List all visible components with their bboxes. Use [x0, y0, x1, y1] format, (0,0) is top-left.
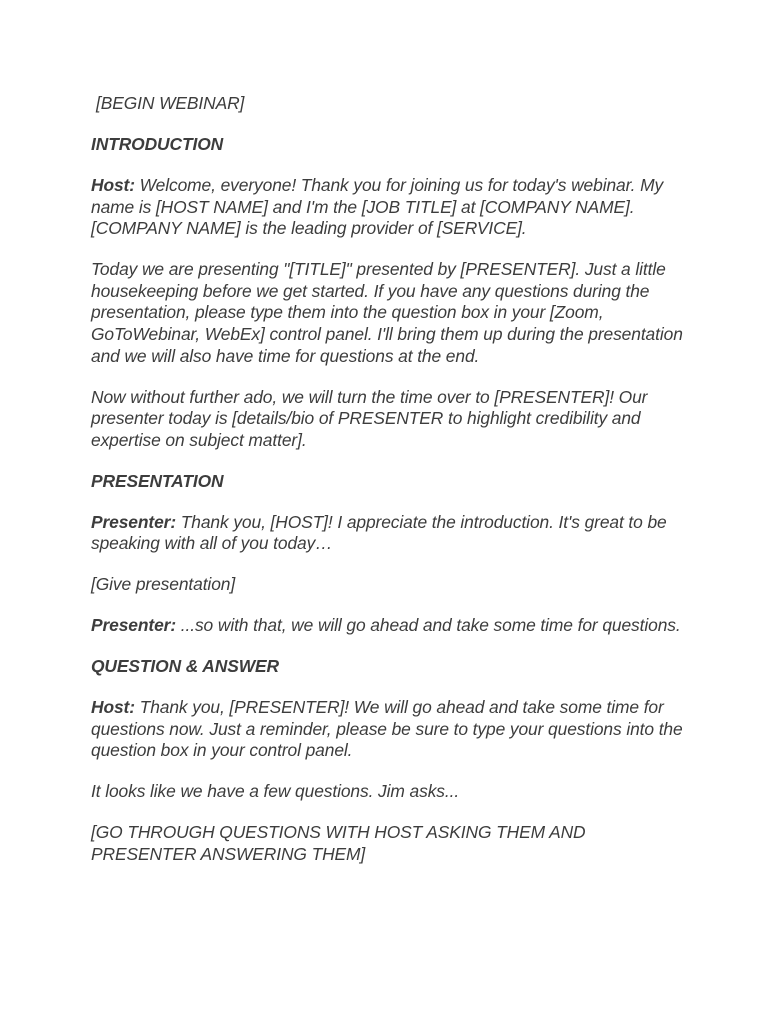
begin-webinar-marker: [BEGIN WEBINAR] [96, 93, 245, 113]
host-label: Host: [91, 174, 135, 195]
intro-host-text: Welcome, everyone! Thank you for joining us for today's webinar. My name is [HOST NAME] and I'm the [JOB TITLE] at [COMPANY NAME]. [COMPANY NAME] is the leading provider of [SERVICE]. [91, 174, 664, 239]
go-through-questions-note: [GO THROUGH QUESTIONS WITH HOST ASKING THEM AND PRESENTER ANSWERING THEM] [91, 822, 586, 864]
document-page [91, 93, 691, 885]
presenter-label: Presenter: [91, 615, 177, 636]
presenter-label: Presenter: [91, 511, 177, 532]
give-presentation-note: [Give presentation] [91, 574, 236, 595]
presenter-opening-paragraph [91, 512, 691, 555]
intro-host-paragraph [91, 175, 691, 240]
presenter-closing-paragraph [91, 615, 691, 637]
presentation-heading: PRESENTATION [91, 470, 224, 491]
qa-host-paragraph [91, 697, 691, 762]
qa-host-text: Thank you, [PRESENTER]! We will go ahead and take some time for questions now. Just a reminder, please be sure to type your questions into the question box in your control panel. [91, 697, 683, 761]
introduction-heading: INTRODUCTION [91, 133, 224, 154]
presenter-closing-text: ...so with that, we will go ahead and take some time for questions. [176, 615, 681, 636]
jim-asks-paragraph: It looks like we have a few questions. Jim asks... [91, 781, 460, 802]
presenter-opening-text: Thank you, [HOST]! I appreciate the introduction. It's great to be speaking with all of you today… [91, 511, 667, 554]
qa-heading: QUESTION & ANSWER [91, 656, 279, 677]
host-label: Host: [91, 697, 135, 718]
intro-handover-paragraph: Now without further ado, we will turn the time over to [PRESENTER]! Our presenter today is [details/bio of PRESENTER to highlight credibility and expertise on subject matter]. [91, 386, 648, 450]
intro-housekeeping-paragraph: Today we are presenting "[TITLE]" presented by [PRESENTER]. Just a little housekeeping before we get started. If you have any questions during the presentation, please type them into the question box in your [Zoom, GoToWebinar, WebEx] control panel. I'll bring them up during the presentation and we will also have time for questions at the end. [91, 259, 683, 366]
